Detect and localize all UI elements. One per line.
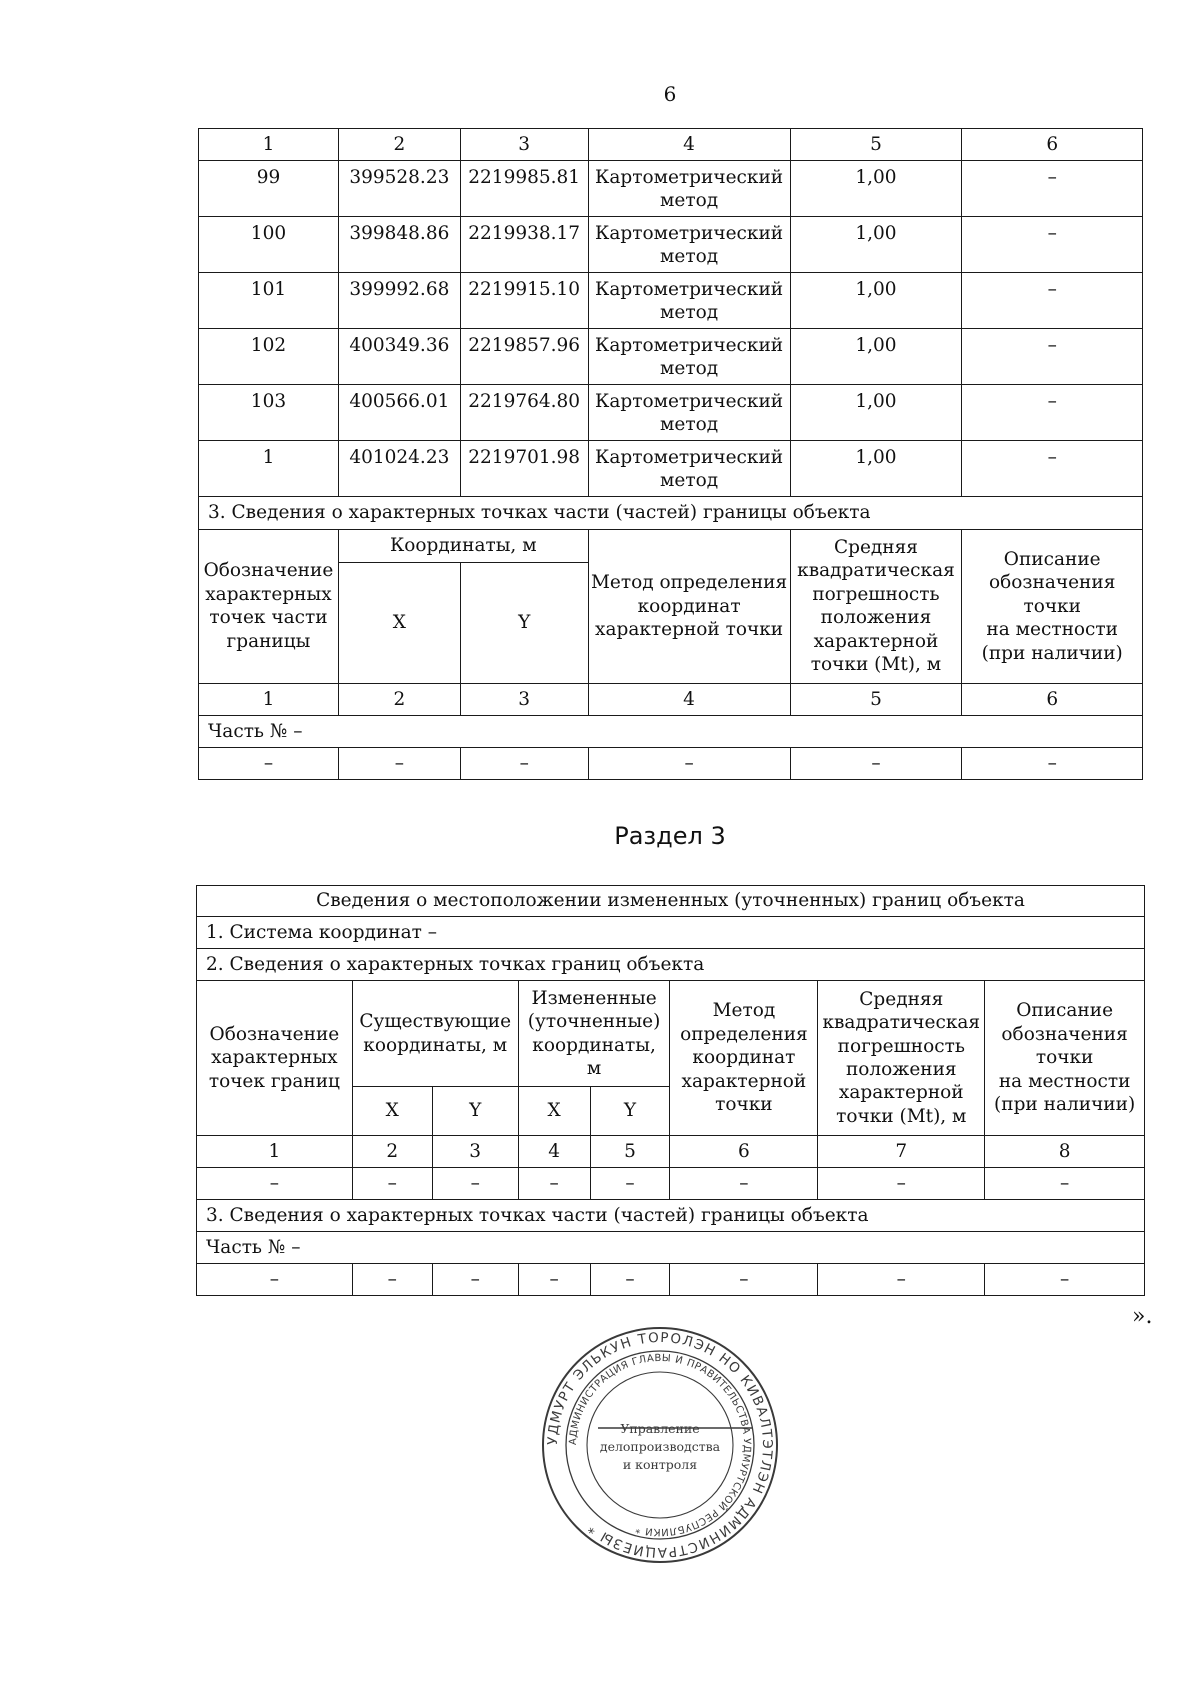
header-line: координаты, м [363,1034,508,1056]
column-number: 1 [199,683,339,715]
header-y: Y [432,1087,518,1136]
column-header-row [197,981,1145,1087]
dash-cell: – [590,1168,670,1200]
header-line: (при наличии) [994,1094,1136,1116]
point-id: 100 [199,217,339,273]
section-title-row [197,1200,1145,1232]
column-number: 2 [338,129,460,161]
header-method [670,981,818,1136]
header-y: Y [590,1087,670,1136]
column-number: 2 [338,683,460,715]
column-number-row [197,1136,1145,1168]
description: – [962,329,1143,385]
method-line-1: Картометрический [595,167,784,188]
dash-cell: – [790,747,962,779]
header-line: определения [680,1023,808,1045]
part-row [197,1232,1145,1264]
method-cell [588,441,790,497]
stamp-center-line-3: и контроля [622,1457,698,1472]
dash-cell: – [352,1168,432,1200]
header-line: положения [820,607,932,629]
dash-cell: – [518,1264,590,1296]
part-label: Часть № – [199,715,1143,747]
coord-x: 399528.23 [338,161,460,217]
error-value: 1,00 [790,441,962,497]
column-number: 7 [818,1136,985,1168]
section-title-row [197,949,1145,981]
table-row [199,385,1143,441]
stamp-outer-text: УДМУРТ ЭЛЬКУН ТОРОЛЭН НО КИВАЛТЭТЛЭН АДМИНИСТРАЦИЕЗЫ * [544,1329,776,1561]
changed-boundaries-table [196,885,1145,1296]
header-line: Обозначение [203,560,334,582]
column-number: 4 [518,1136,590,1168]
method-line-1: Картометрический [595,279,784,300]
points-table-continued [198,128,1143,780]
official-stamp [540,1325,780,1565]
header-line: квадратическая [822,1012,981,1034]
header-line: Существующие [359,1011,512,1033]
coord-x: 401024.23 [338,441,460,497]
method-line-2: метод [660,358,719,380]
description: – [962,385,1143,441]
header-description [962,530,1143,684]
coord-y: 2219985.81 [460,161,588,217]
column-number: 1 [197,1136,353,1168]
header-line: точки [1023,595,1081,617]
table-row [199,273,1143,329]
header-line: Обозначение [209,1023,340,1045]
dash-cell: – [432,1168,518,1200]
header-line: точки [715,1094,773,1116]
caption-row [197,886,1145,917]
stamp-center-line-1: Управление [620,1421,700,1436]
method-line-1: Картометрический [595,335,784,356]
header-line: на местности [998,1070,1131,1092]
point-id: 99 [199,161,339,217]
header-line: границы [226,630,311,652]
header-line: м [586,1057,602,1079]
column-number: 3 [460,683,588,715]
method-cell [588,161,790,217]
method-line-1: Картометрический [595,223,784,244]
section-title-row [199,497,1143,530]
coord-y: 2219938.17 [460,217,588,273]
method-line-2: метод [660,190,719,212]
header-designation [199,530,339,684]
column-number-row [199,129,1143,161]
column-number-row [199,683,1143,715]
header-error [818,981,985,1136]
table-row [197,1168,1145,1200]
point-id: 102 [199,329,339,385]
method-cell [588,385,790,441]
header-line: характерной точки [595,619,784,641]
method-line-1: Картометрический [595,391,784,412]
header-line: обозначения [989,572,1116,594]
coord-x: 400349.36 [338,329,460,385]
table-row [197,1264,1145,1296]
header-line: точки [1035,1047,1094,1069]
section-3-title: 3. Сведения о характерных точках части (частей) границы объекта [199,497,1143,530]
coord-x: 399992.68 [338,273,460,329]
dash-cell: – [197,1168,353,1200]
table-row [199,329,1143,385]
header-x: X [352,1087,432,1136]
header-line: точек части [209,607,328,629]
header-line: характерных [205,583,332,605]
description: – [962,217,1143,273]
description: – [962,441,1143,497]
header-x: X [518,1087,590,1136]
column-number: 4 [588,683,790,715]
method-cell [588,273,790,329]
header-line: Измененные [531,987,657,1009]
header-line: Описание [1016,1000,1114,1022]
dash-cell: – [199,747,339,779]
method-line-2: метод [660,470,719,492]
section-2-title: 2. Сведения о характерных точках границ объекта [197,949,1145,981]
method-line-2: метод [660,302,719,324]
coord-x: 399848.86 [338,217,460,273]
dash-cell: – [985,1264,1145,1296]
point-id: 1 [199,441,339,497]
column-number: 5 [590,1136,670,1168]
error-value: 1,00 [790,217,962,273]
section-heading: Раздел 3 [614,822,726,850]
header-y: Y [460,563,588,684]
header-line: Средняя [859,988,944,1010]
column-number: 3 [460,129,588,161]
method-cell [588,217,790,273]
header-line: Метод определения [590,572,788,594]
page-number: 6 [663,82,677,106]
dash-cell: – [962,747,1143,779]
stamp-center-line-2: делопроизводства [599,1439,721,1454]
coord-system-row [197,917,1145,949]
description: – [962,161,1143,217]
method-cell [588,329,790,385]
dash-cell: – [518,1168,590,1200]
header-line: положения [845,1059,957,1080]
point-id: 101 [199,273,339,329]
column-number: 8 [985,1136,1145,1168]
header-line: точки (Mt), м [836,1105,967,1127]
header-line: обозначения [1001,1023,1128,1045]
table-row [199,747,1143,779]
coord-x: 400566.01 [338,385,460,441]
header-line: квадратическая [797,560,955,582]
column-number: 1 [199,129,339,161]
dash-cell: – [985,1168,1145,1200]
part-label: Часть № – [197,1232,1145,1264]
header-line: погрешность [837,1035,965,1057]
point-id: 103 [199,385,339,441]
header-line: характерной [838,1082,964,1104]
method-line-2: метод [660,414,719,436]
description: – [962,273,1143,329]
header-existing-coords [352,981,518,1087]
method-line-2: метод [660,246,719,268]
header-method [588,530,790,684]
header-line: точки (Mt), м [810,654,942,676]
column-number: 6 [962,129,1143,161]
dash-cell: – [670,1264,818,1296]
column-number: 5 [790,683,962,715]
dash-cell: – [590,1264,670,1296]
header-line: погрешность [812,583,940,605]
column-number: 6 [670,1136,818,1168]
stamp-inner-text: АДМИНИСТРАЦИЯ ГЛАВЫ И ПРАВИТЕЛЬСТВА УДМУРТСКОЙ РЕСПУБЛИКИ * [567,1352,753,1538]
header-line: характерной [813,630,939,652]
coord-y: 2219857.96 [460,329,588,385]
header-error [790,530,962,684]
coord-y: 2219915.10 [460,273,588,329]
column-number: 5 [790,129,962,161]
header-description [985,981,1145,1136]
error-value: 1,00 [790,385,962,441]
column-number: 2 [352,1136,432,1168]
dash-cell: – [432,1264,518,1296]
header-line: координат [692,1047,796,1069]
coord-y: 2219764.80 [460,385,588,441]
table-caption: Сведения о местоположении измененных (уточненных) границ объекта [197,886,1145,917]
coord-system: 1. Система координат – [197,917,1145,949]
header-line: характерных [211,1047,338,1069]
part-row [199,715,1143,747]
closing-quote-mark: ». [1132,1304,1153,1329]
error-value: 1,00 [790,329,962,385]
header-designation [197,981,353,1136]
header-coords: Координаты, м [338,530,588,563]
header-line: (уточненные) [527,1011,661,1033]
dash-cell: – [352,1264,432,1296]
header-line: координаты, [532,1034,656,1056]
error-value: 1,00 [790,161,962,217]
table-row [199,217,1143,273]
dash-cell: – [818,1264,985,1296]
header-changed-coords [518,981,670,1087]
header-line: Средняя [833,537,918,558]
section-3-title: 3. Сведения о характерных точках части (частей) границы объекта [197,1200,1145,1232]
column-number: 4 [588,129,790,161]
method-line-1: Картометрический [595,447,784,468]
column-number: 3 [432,1136,518,1168]
header-line: характерной [681,1070,807,1092]
header-line: Описание [1003,548,1101,570]
dash-cell: – [588,747,790,779]
error-value: 1,00 [790,273,962,329]
header-line: Метод [712,1000,776,1022]
header-line: на местности [986,619,1118,641]
dash-cell: – [818,1168,985,1200]
header-line: (при наличии) [981,642,1123,664]
column-header-row [199,530,1143,563]
dash-cell: – [670,1168,818,1200]
header-line: координат [637,595,741,617]
dash-cell: – [197,1264,353,1296]
dash-cell: – [460,747,588,779]
header-line: точек границ [208,1070,340,1092]
header-x: X [338,563,460,684]
table-row [199,441,1143,497]
coord-y: 2219701.98 [460,441,588,497]
dash-cell: – [338,747,460,779]
table-row [199,161,1143,217]
column-number: 6 [962,683,1143,715]
